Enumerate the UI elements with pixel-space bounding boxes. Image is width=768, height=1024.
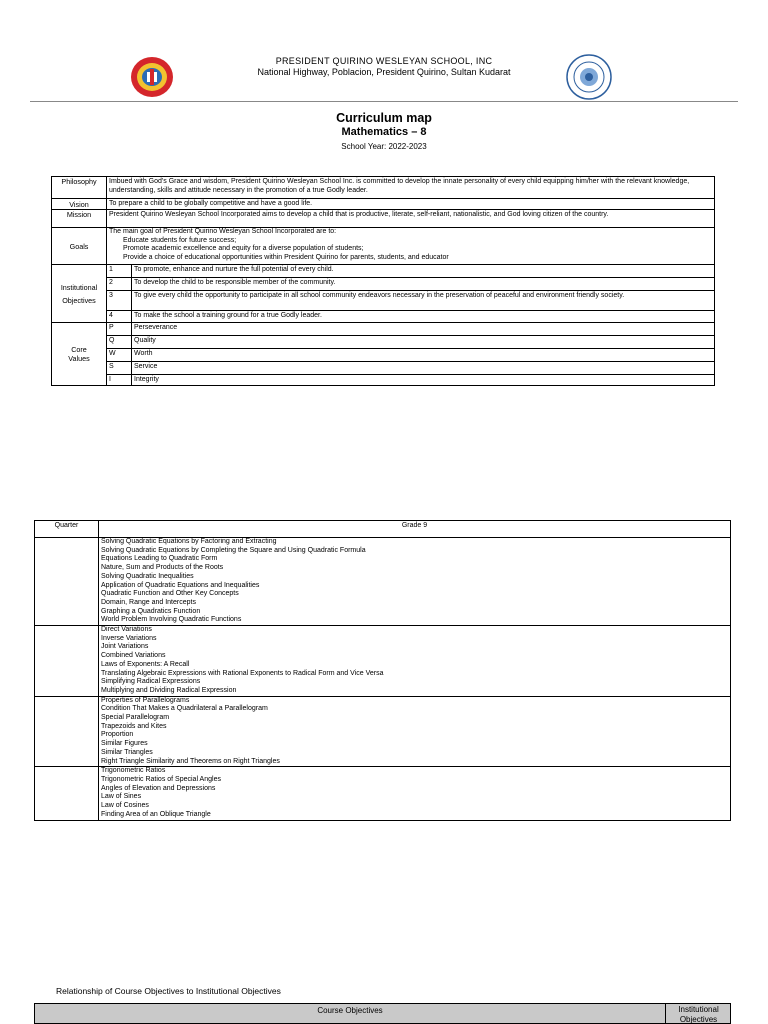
profile-table [51,176,715,386]
topics-cell [99,696,731,767]
page-title: Curriculum map [336,111,432,125]
school-address: National Highway, Poblacion, President Quirino, Sultan Kudarat [257,67,511,77]
topic-item: Trapezoids and Kites [101,722,167,730]
objective-number: 2 [107,278,132,291]
topic-item: Finding Area of an Oblique Triangle [101,810,211,818]
topic-item: Right Triangle Similarity and Theorems on Right Triangles [101,757,280,765]
quarter-cell [35,696,99,767]
value-letter: I [107,375,132,386]
grade-header: Grade 9 [99,521,731,538]
topic-item: Law of Sines [101,793,142,801]
objective-text: To make the school a training ground for a true Godly leader. [132,311,715,323]
objective-number: 1 [107,265,132,278]
topic-item: Proportion [101,731,134,739]
value-text: Perseverance [132,323,715,336]
topic-item: Inverse Variations [101,634,157,642]
goals-list [109,237,712,263]
topic-item: Simplifying Radical Expressions [101,678,201,686]
topic-item: Properties of Parallelograms [101,696,190,704]
topic-item: Application of Quadratic Equations and Inequalities [101,581,260,589]
quarter-header: Quarter [35,521,99,538]
subject-title: Mathematics – 8 [341,126,427,138]
topic-item: Trigonometric Ratios [101,767,166,775]
topics-cell [99,538,731,626]
topic-item: Solving Quadratic Inequalities [101,572,194,580]
goals-intro: The main goal of President Quirino Wesleyan School Incorporated are to: [109,228,337,235]
topic-item: Direct Variations [101,626,152,634]
topic-item: Quadratic Function and Other Key Concepts [101,590,239,598]
topic-item: Joint Variations [101,643,149,651]
quarter-cell [35,767,99,820]
core-values-label: Core Values [52,323,107,386]
goals-label: Goals [52,228,107,265]
mission-text: President Quirino Wesleyan School Incorporated aims to develop a child that is productive, literate, self-reliant, nationalistic, and God loving citizen of the country. [107,210,715,228]
topics-cell [99,767,731,820]
topic-item: Equations Leading to Quadratic Form [101,555,218,563]
value-text: Worth [132,349,715,362]
value-letter: P [107,323,132,336]
goal-item: Promote academic excellence and equity for a diverse population of students; [123,245,364,253]
goal-item: Educate students for future success; [123,236,237,244]
topic-item: Similar Figures [101,740,148,748]
topic-item: Combined Variations [101,652,166,660]
topic-item: Special Parallelogram [101,714,170,722]
topic-item: Multiplying and Dividing Radical Expression [101,686,237,694]
mission-label: Mission [52,210,107,228]
objective-text: To give every child the opportunity to participate in all school community endeavors necessary in the preservation of peaceful and environment friendly society. [132,291,715,311]
objective-number: 4 [107,311,132,323]
topic-item: Laws of Exponents: A Recall [101,660,190,668]
school-name: PRESIDENT QUIRINO WESLEYAN SCHOOL, INC [275,56,493,66]
objective-number: 3 [107,291,132,311]
topic-item: World Problem Involving Quadratic Functions [101,616,242,624]
goals-cell [107,228,715,265]
topic-item: Domain, Range and Intercepts [101,598,196,606]
relationship-title: Relationship of Course Objectives to Institutional Objectives [56,986,281,996]
topic-item: Condition That Makes a Quadrilateral a Parallelogram [101,705,268,713]
objective-text: To promote, enhance and nurture the full potential of every child. [132,265,715,278]
course-objectives-header: Course Objectives [317,1006,383,1015]
philosophy-label: Philosophy [52,177,107,199]
topic-item: Trigonometric Ratios of Special Angles [101,775,221,783]
topic-item: Solving Quadratic Equations by Completing the Square and Using Quadratic Formula [101,546,366,554]
topic-item: Solving Quadratic Equations by Factoring and Extracting [101,538,277,545]
institutional-label: Institutional Objectives [52,265,107,323]
topic-item: Nature, Sum and Products of the Roots [101,564,224,572]
vision-label: Vision [52,199,107,210]
topic-item: Law of Cosines [101,802,149,810]
goal-item: Provide a choice of educational opportunities within President Quirino for parents, students, and educator [123,254,449,262]
value-text: Service [132,362,715,375]
header-divider [30,101,738,102]
value-letter: S [107,362,132,375]
school-year: School Year: 2022-2023 [341,142,427,151]
topic-item: Graphing a Quadratics Function [101,607,201,615]
philosophy-text: Imbued with God's Grace and wisdom, President Quirino Wesleyan School Inc. is committed to develop the innate personality of every child equipping him/her with the relevant knowledge, understanding, skills and attitude necessary in the promotion of a true Godly leader. [107,177,715,199]
objective-text: To develop the child to be responsible member of the community. [132,278,715,291]
value-letter: Q [107,336,132,349]
header-separator [665,1004,666,1024]
grade-table [34,520,731,821]
topic-item: Angles of Elevation and Depressions [101,784,216,792]
quarter-cell [35,626,99,697]
value-text: Integrity [132,375,715,386]
value-text: Quality [132,336,715,349]
topic-item: Translating Algebraic Expressions with Rational Exponents to Radical Form and Vice Versa [101,669,384,677]
quarter-cell [35,538,99,626]
value-letter: W [107,349,132,362]
relationship-table [34,1003,731,1024]
institutional-objectives-header: Institutional Objectives [678,1005,719,1024]
topic-item: Similar Triangles [101,748,153,756]
topics-cell [99,626,731,697]
vision-text: To prepare a child to be globally competitive and have a good life. [107,199,715,210]
